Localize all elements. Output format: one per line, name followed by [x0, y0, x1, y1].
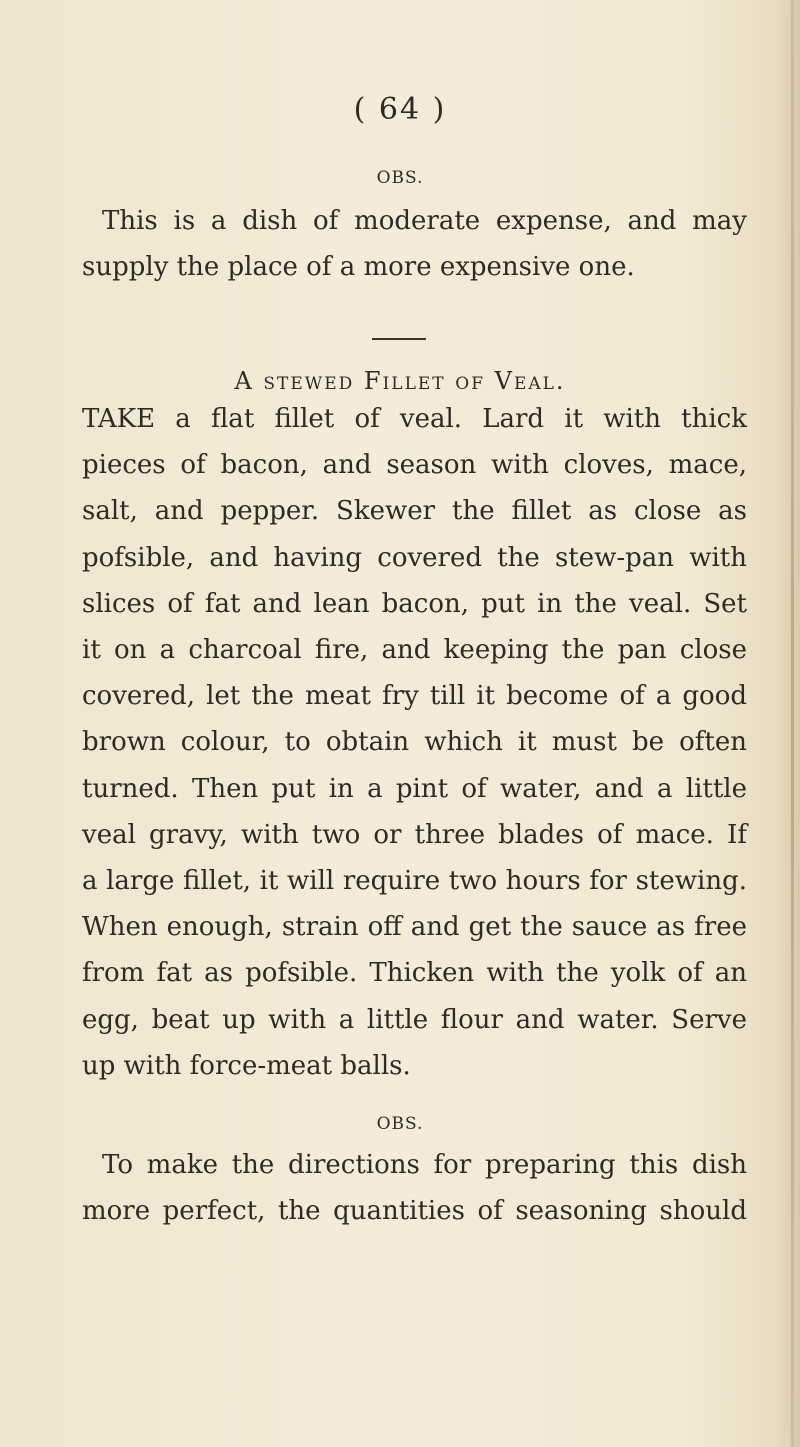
text-line: pieces of bacon, and season with cloves, mace, [82, 450, 747, 481]
text-line: brown colour, to obtain which it must be often [82, 727, 747, 758]
page-number: ( 64 ) [353, 92, 447, 127]
obs-paragraph-2 [102, 1142, 747, 1188]
text-line: salt, and pepper. Skewer the fillet as close as [82, 496, 747, 527]
obs-paragraph-1 [102, 198, 747, 244]
text-line: TAKE a flat fillet of veal. Lard it with thick [82, 404, 747, 434]
section-divider [372, 338, 426, 340]
obs-paragraph-1-cont [82, 244, 747, 290]
text-line: turned. Then put in a pint of water, and a little [82, 773, 747, 804]
recipe-title: A stewed Fillet of Veal. [234, 367, 566, 395]
recipe-paragraph [82, 396, 747, 1089]
text-line: egg, beat up with a little flour and water. Serve [82, 1004, 747, 1035]
text-line: veal gravy, with two or three blades of mace. If [82, 819, 747, 850]
text-line: covered, let the meat fry till it become of a good [82, 681, 747, 712]
text-line: slices of fat and lean bacon, put in the veal. Set [82, 588, 747, 619]
text-line: This is a dish of moderate expense, and may [102, 206, 747, 236]
text-line: When enough, strain off and get the sauce as free [82, 912, 747, 943]
obs-heading-1: OBS. [376, 168, 424, 188]
text-line: up with force-meat balls. [82, 1050, 411, 1081]
text-line: To make the directions for preparing this dish [102, 1150, 747, 1180]
text-line: pofsible, and having covered the stew-pan with [82, 542, 747, 573]
text-line: from fat as pofsible. Thicken with the yolk of an [82, 958, 747, 989]
text-line: more perfect, the quantities of seasoning should [82, 1196, 747, 1226]
text-line: a large fillet, it will require two hours for stewing. [82, 866, 747, 897]
page-edge [791, 0, 794, 1447]
text-line: supply the place of a more expensive one. [82, 252, 635, 282]
obs-paragraph-2-cont [82, 1188, 747, 1234]
obs-heading-2: OBS. [376, 1114, 424, 1134]
text-line: it on a charcoal fire, and keeping the pan close [82, 635, 747, 666]
